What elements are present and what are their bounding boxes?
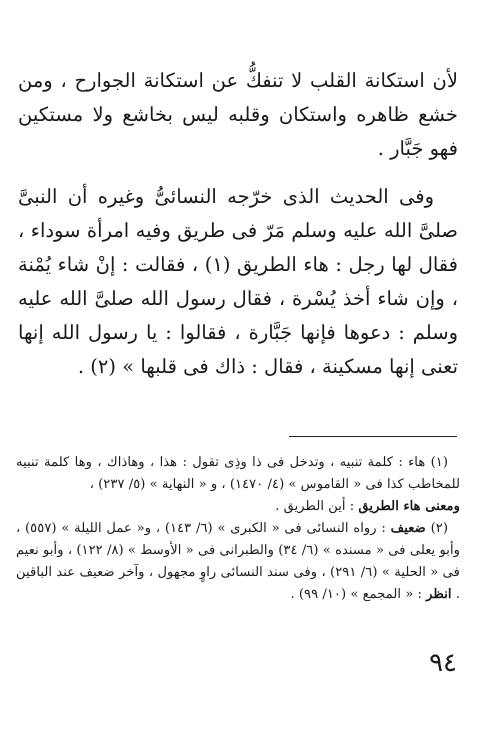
footnote-2-grade: ضعيف [390, 521, 426, 536]
footnote-2-number: (٢) [430, 521, 448, 536]
footnote-2-see-ref: : « المجمع » (١٠/ ٩٩) . [290, 587, 422, 602]
footnote-1-term: ومعنى هاء الطريق [358, 499, 460, 514]
page-number: ٩٤ [429, 648, 457, 678]
paragraph-1: لأن استكانة القلب لا تنفكُّ عن استكانة الجوارح ، ومن خشع ظاهره واستكان وقلبه ليس بخاشع ولا مستكين فهو جَبَّار . [18, 69, 458, 160]
footnote-2 [16, 518, 460, 606]
footnote-1-text: (١) هاء : كلمة تنبيه ، وتدخل فى ذا وذِى تقول : هذا ، وهاذاك ، وها كلمة تنبيه للمخاطب كذا فى « القاموس » (٤/ ١٤٧٠) ، و « النهاية » (٥/ ٢٣٧) ، [16, 455, 460, 492]
footnote-1 [16, 452, 460, 496]
footnotes [16, 452, 460, 606]
footnote-2-body: : رواه النسائى فى « الكبرى » (٦/ ١٤٣) ، و« عمل الليلة » (٥٥٧) ، وأبو يعلى فى « مسنده » (٦/ ٣٤) والطبرانى فى « الأوسط » (٨/ ١٢٢) ، وأبو نعيم فى « الحلية » (٦/ ٢٩١) ، وفى سند النسائى راوٍ مجهول ، وآخر ضعيف عند الباقين . [16, 521, 461, 602]
paragraph-2: وفى الحديث الذى خرّجه النسائىُّ وغيره أن النبىَّ صلىَّ الله عليه وسلم مَرّ فى طريق وفيه امرأة سوداء ، فقال لها رجل : هاء الطريق (١) ، فقالت : إنْ شاء يُمْنة ، وإن شاء أخذ يُسْرة ، فقال رسول الله صلىَّ الله عليه وسلم : دعوها فإنها جَبَّارة ، فقالوا : يا رسول الله إنها تعنى إنها مسكينة ، فقال : ذاك فى قلبها » (٢) . [18, 185, 458, 378]
footnote-1-meaning-text: : أين الطريق . [275, 499, 355, 514]
footnote-separator [289, 436, 457, 437]
main-text [18, 64, 458, 384]
footnote-1-meaning [16, 496, 460, 518]
footnote-2-see-label: انظر [426, 587, 452, 602]
